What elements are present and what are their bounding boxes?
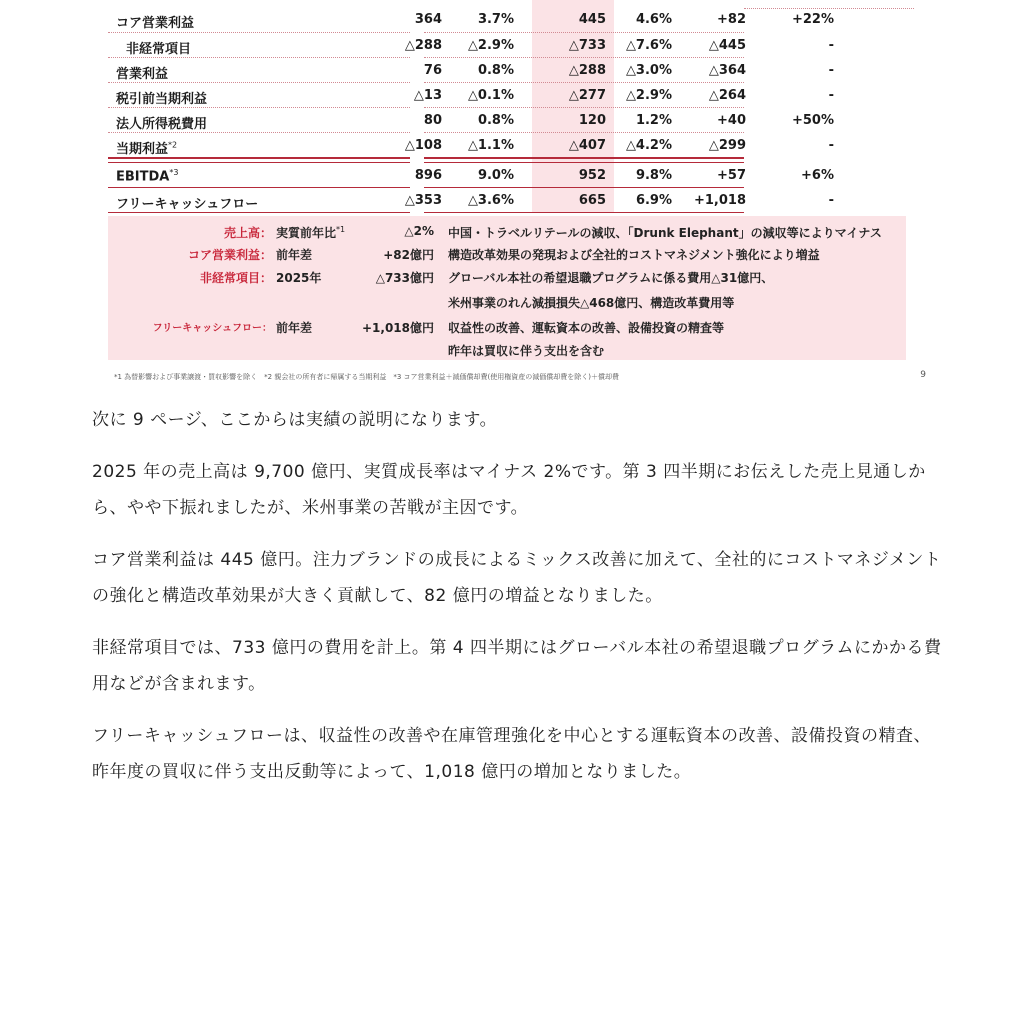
cell-yoy-pct: - [828,138,834,153]
note-measure: 前年差 [276,321,313,335]
note-row [108,319,906,341]
divider [108,82,410,83]
note-row [108,269,906,291]
paragraph: 2025 年の売上高は 9,700 億円、実質成長率はマイナス 2%です。第 3 四半期にお伝えした売上見通しから、やや下振れましたが、米州事業の苦戦が主因です。 [92,462,926,518]
cell-2024-ratio: △1.1% [467,138,514,153]
notes-box [108,216,906,360]
cell-yoy-diff: △264 [708,88,746,103]
note-measure: 前年差 [276,248,313,262]
divider [424,57,744,58]
note-description: 米州事業のれん減損損失△468億円、構造改革費用等 [448,296,735,310]
note-key: フリーキャッシュフロー： [152,323,272,334]
cell-2024-amount: 364 [414,12,442,27]
note-row [108,342,906,364]
cell-2025-ratio: △7.6% [625,38,672,53]
cell-yoy-pct: - [828,63,834,78]
cell-yoy-diff: +57 [717,168,746,183]
cell-2024-amount: 896 [414,168,442,183]
cell-2024-amount: 80 [423,113,442,128]
cell-2024-amount: △13 [413,88,442,103]
divider [424,157,744,163]
cell-2025-ratio: 9.8% [635,168,672,183]
cell-yoy-diff: △299 [708,138,746,153]
cell-2025-ratio: 6.9% [635,193,672,208]
cell-2024-ratio: △0.1% [467,88,514,103]
cell-yoy-pct: - [828,193,834,208]
cell-yoy-pct: +50% [791,113,834,128]
cell-2024-ratio: 3.7% [477,12,514,27]
cell-yoy-diff: △364 [708,63,746,78]
footnote-marker: *1 [336,225,346,234]
divider [424,187,744,188]
divider [424,132,744,133]
note-row [108,294,906,316]
cell-2025-ratio: △3.0% [625,63,672,78]
slide-image [108,0,934,390]
row-label: 税引前当期利益 [116,92,208,107]
paragraph: フリーキャッシュフローは、収益性の改善や在庫管理強化を中心とする運転資本の改善、設備投資の精査、昨年度の買収に伴う支出反動等によって、1,018 億円の増加となりました。 [92,726,931,782]
note-amount: +1,018億円 [361,321,434,335]
cell-2025-ratio: 1.2% [635,113,672,128]
divider [424,212,744,213]
cell-yoy-diff: +40 [717,113,746,128]
paragraph: コア営業利益は 445 億円。注力ブランドの成長によるミックス改善に加えて、全社的にコストマネジメントの強化と構造改革効果が大きく貢献して、82 億円の増益となりました。 [92,550,942,606]
cell-2024-amount: △353 [404,193,442,208]
cell-2024-amount: △288 [404,38,442,53]
table-row [108,59,934,83]
footnote: *1 為替影響および事業譲渡・買収影響を除く *2 親会社の所有者に帰属する当期利益 *3 コア営業利益＋減価償却費(使用権資産の減価償却費を除く)＋償却費 [114,373,619,381]
note-description: 収益性の改善、運転資本の改善、設備投資の精査等 [448,321,725,335]
divider [108,57,410,58]
footnote-marker: *2 [168,140,178,150]
cell-2024-amount: 76 [423,63,442,78]
cell-2025-amount: △733 [568,38,606,53]
note-row [108,224,906,246]
table-row [108,109,934,133]
note-key: 売上高： [223,226,272,240]
cell-2025-amount: △407 [568,138,606,153]
cell-2025-amount: △277 [568,88,606,103]
cell-2025-amount: 665 [578,193,606,208]
cell-2025-amount: 120 [578,113,606,128]
table-row [108,34,934,58]
cell-2024-ratio: △3.6% [467,193,514,208]
note-description: 昨年は買収に伴う支出を含む [448,344,605,358]
transcript-body [92,402,942,806]
row-label: 法人所得税費用 [116,117,208,132]
cell-2025-amount: 952 [578,168,606,183]
divider [424,107,744,108]
row-label: コア営業利益 [116,16,195,31]
cell-yoy-pct: - [828,88,834,103]
note-measure: 2025年 [276,271,322,285]
divider [108,32,410,33]
note-measure: 実質前年比$^{*1}$ [276,225,346,240]
table-row [108,84,934,108]
divider [108,187,410,188]
note-amount: +82億円 [383,248,434,262]
cell-2024-ratio: 0.8% [477,63,514,78]
divider [108,212,410,213]
table-row [108,8,934,32]
paragraph: 次に 9 ページ、ここからは実績の説明になります。 [92,410,498,430]
footnote-marker: *3 [169,168,179,177]
row-label: 営業利益 [116,67,169,82]
cell-2024-amount: △108 [404,138,442,153]
table-row [108,164,934,188]
cell-2025-amount: △288 [568,63,606,78]
note-amount: △733億円 [375,271,434,285]
cell-yoy-pct: +22% [791,12,834,27]
paragraph: 非経常項目では、733 億円の費用を計上。第 4 四半期にはグローバル本社の希望退職プログラムにかかる費用などが含まれます。 [92,638,942,694]
table-row [108,189,934,213]
note-description: グローバル本社の希望退職プログラムに係る費用△31億円、 [448,271,774,285]
divider [108,107,410,108]
page-number: 9 [920,370,926,380]
cell-2025-ratio: △4.2% [625,138,672,153]
cell-yoy-pct: - [828,38,834,53]
table-row [108,134,934,158]
note-amount: △2% [404,224,434,238]
note-description: 構造改革効果の発現および全社的コストマネジメント強化により増益 [448,248,820,262]
cell-2025-ratio: 4.6% [635,12,672,27]
divider [108,157,410,163]
note-description: 中国・トラベルリテールの減収、「Drunk Elephant」の減収等によりマイナス [448,226,882,240]
divider [424,82,744,83]
cell-2024-ratio: 0.8% [477,113,514,128]
cell-2025-ratio: △2.9% [625,88,672,103]
cell-yoy-diff: △445 [708,38,746,53]
row-label: 当期利益$^{*2}$ [116,140,178,157]
note-key: 非経常項目： [199,271,272,285]
divider [108,132,410,133]
row-label: EBITDA$^{*3}$ [116,168,179,185]
note-key: コア営業利益： [187,248,272,262]
cell-yoy-diff: +1,018 [693,193,746,208]
cell-2024-ratio: 9.0% [477,168,514,183]
note-row [108,246,906,268]
row-label: 非経常項目 [126,42,192,57]
divider [424,32,744,33]
cell-2024-ratio: △2.9% [467,38,514,53]
cell-yoy-pct: +6% [801,168,834,183]
cell-yoy-diff: +82 [717,12,746,27]
row-label: フリーキャッシュフロー [116,197,259,212]
cell-2025-amount: 445 [578,12,606,27]
